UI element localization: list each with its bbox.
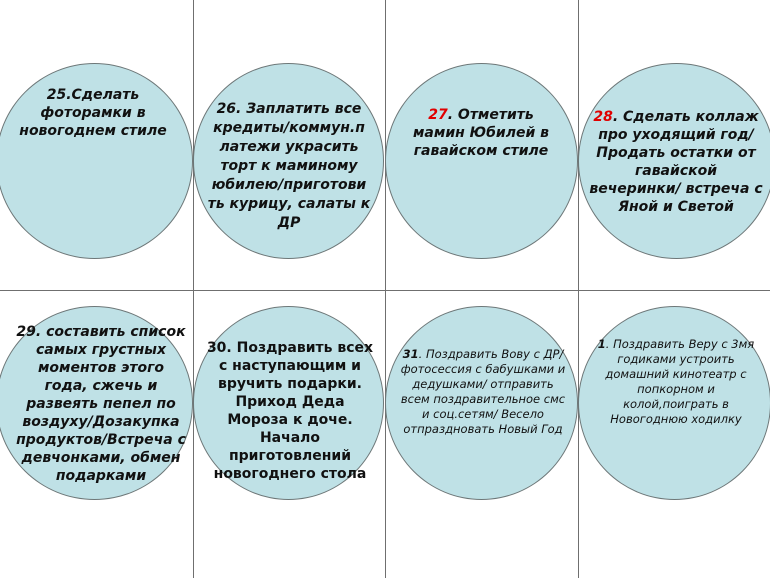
day-text-30: . Поздравить всех с наступающим и вручить подарки. Приход Деда Мороза к доче. Начало приготовлений новогоднего стола	[213, 340, 374, 482]
day-note-1	[590, 337, 762, 427]
day-note-31	[397, 347, 569, 437]
day-note-30	[204, 339, 376, 483]
day-number-29: 29	[16, 324, 36, 340]
day-note-28	[588, 108, 764, 216]
day-number-30: 30	[206, 340, 227, 356]
day-number-1: 1	[597, 337, 606, 351]
day-number-25: 25	[46, 87, 67, 103]
day-text-25: .Сделать фоторамки в новогоднем стиле	[19, 87, 167, 139]
day-text-26: . Заплатить все кредиты/коммун.п латежи украсить торт к маминому юбилею/приготови ть курицу, салаты к ДР	[207, 101, 371, 231]
grid-divider-horizontal	[0, 290, 770, 291]
grid-divider-vertical	[193, 0, 194, 578]
grid-divider-vertical	[385, 0, 386, 578]
day-note-25	[18, 86, 168, 140]
day-number-28: 28	[593, 109, 613, 125]
day-note-29	[16, 323, 186, 485]
day-circle-27	[385, 63, 578, 259]
grid-divider-vertical	[578, 0, 579, 578]
day-text-1: . Поздравить Веру с 3мя годиками устроить домашний кинотеатр с попкорном и колой,поиграть в Новогоднюю ходилку	[605, 337, 755, 426]
day-text-27: . Отметить мамин Юбилей в гавайском стиле	[412, 107, 549, 159]
day-note-27	[405, 106, 557, 160]
day-text-31: . Поздравить Вову с ДР/ фотосессия с бабушками и дедушками/ отправить всем поздравительное смс и соц.сетям/ Весело отпраздновать Новый Год	[400, 347, 566, 436]
day-note-26	[203, 100, 375, 233]
day-number-26: 26	[216, 101, 237, 117]
day-number-31: 31	[402, 347, 419, 361]
day-text-28: . Сделать коллаж про уходящий год/Продать остатки от гавайской вечеринки/ встреча с Яной и Светой	[589, 109, 763, 215]
day-number-27: 27	[428, 107, 448, 123]
day-text-29: . составить список самых грустных моментов этого года, сжечь и развеять пепел по воздуху/Дозакупка продуктов/Встреча с девчонками, обмен подарками	[16, 324, 186, 484]
